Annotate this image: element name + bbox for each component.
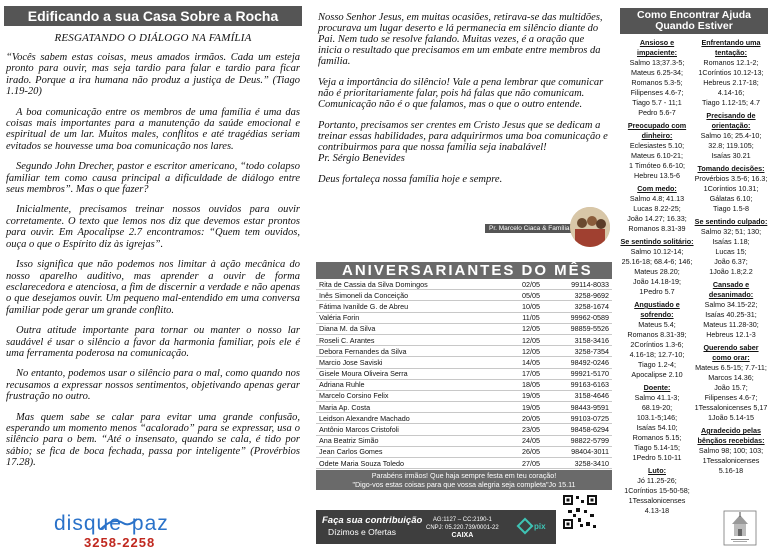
article-paragraph: A boa comunicação entre os membros de uma família é uma das coisas mais importantes para a manutenção da saúde emocional e espiritual de um lar. Muitos males, conflitos e até tragédias seriam evitados se houvesse uma boa comunicação nos lares. xyxy=(6,106,300,152)
article-paragraph: Veja a importância do silêncio! Vale a pena lembrar que comunicar não é prioritariamente falar, pois há falas que não comunicam. Comunicação não é o que falamos, mas o que o outro entende. xyxy=(318,77,604,110)
birthday-name: Fátima Ivanilde G. de Abreu xyxy=(316,301,512,312)
help-topic-heading: Enfrentando uma tentação: xyxy=(701,38,761,57)
help-topic-heading: Se sentindo culpado: xyxy=(694,217,768,226)
birthday-row xyxy=(316,424,612,435)
birthday-row xyxy=(316,323,612,334)
birthday-name: Antônio Marcos Cristofoli xyxy=(316,424,512,435)
birthday-phone: 98404-3011 xyxy=(550,446,612,457)
birthday-name: Valéria Forin xyxy=(316,312,512,323)
bible-reference: 1Tessalonicenses 5,17 xyxy=(694,403,768,412)
bible-reference: Lucas 8.22-25; xyxy=(633,204,681,213)
birthday-row xyxy=(316,334,612,345)
bible-reference: 4.14-16; xyxy=(717,88,745,97)
birthday-phone: 3258-1674 xyxy=(550,301,612,312)
pix-icon xyxy=(516,517,534,535)
bible-reference: João 6.37; xyxy=(714,257,748,266)
left-column xyxy=(0,0,306,550)
bible-reference: Salmo 98; 100; 103; xyxy=(698,446,764,455)
help-topic-heading: Doente: xyxy=(643,383,671,392)
pastor-photo xyxy=(485,207,610,247)
bible-reference: 1Pedro 5.10-11 xyxy=(632,453,682,462)
bible-reference: Salmo 13;37.3-5; xyxy=(629,58,685,67)
bible-reference: Salmo 4.8; 41.13 xyxy=(629,194,685,203)
birthday-date: 20/05 xyxy=(512,413,550,424)
logo-brand-right: paz xyxy=(131,512,169,535)
birthday-name: Jean Carlos Gomes xyxy=(316,446,512,457)
bible-reference: Romanos 8.31-39 xyxy=(628,224,686,233)
birthday-date: 26/05 xyxy=(512,446,550,457)
bible-reference: Isaías 40.25-31; xyxy=(705,310,757,319)
birthday-row xyxy=(316,379,612,390)
bible-reference: Isaías 1.18; xyxy=(712,237,750,246)
article-paragraph: No entanto, podemos usar o silêncio para o mal, como quando nos recusamos a expressar nossos sentimentos, objetivando apenas gerar frustração no outro. xyxy=(6,368,300,403)
bible-reference: Filipenses 4.6-7; xyxy=(630,88,684,97)
bible-reference: Pedro 5.6-7 xyxy=(638,108,676,117)
bible-reference: 1Coríntios 15-50-58; xyxy=(624,486,690,495)
birthday-name: Diana M. da Silva xyxy=(316,323,512,334)
help-guide-column-1 xyxy=(620,38,694,516)
pix-label: pix xyxy=(534,522,546,531)
bible-reference: Eclesiastes 5.10; xyxy=(629,141,685,150)
help-topic-heading: Com medo: xyxy=(637,184,677,193)
bible-reference: Tiago 5.7 - 11;1 xyxy=(632,98,682,107)
birthday-date: 19/05 xyxy=(512,402,550,413)
bible-reference: João 14.27; 16.33; xyxy=(627,214,687,223)
help-topic-heading: Se sentindo solitário: xyxy=(620,237,694,246)
article-title: Edificando a sua Casa Sobre a Rocha xyxy=(4,6,302,26)
bible-reference: Romanos 12.1-2; xyxy=(703,58,759,67)
bible-reference: 4.16-18; 12.7-10; xyxy=(629,350,685,359)
bible-reference: Romanos 5.3-5; xyxy=(631,78,683,87)
bible-reference: Mateus 28.20; xyxy=(634,267,680,276)
donation-subtitle: Dízimos e Ofertas xyxy=(328,527,397,537)
bible-reference: Tiago 5.14-15; xyxy=(633,443,681,452)
bible-reference: 1 Timóteo 6.6-10; xyxy=(629,161,685,170)
birthday-row xyxy=(316,346,612,357)
article-paragraph: Mas quem sabe se calar para evitar uma grande confusão, esperando um momento menos “acalorado” para se expressar, usa o silêncio para o bem. “Até o insensato, quando se cala, é tido por sábio; se fica de boca fechada, passa por inteligente” (Provérbios 17.28). xyxy=(6,411,300,469)
birthday-phone: 99103-0725 xyxy=(550,413,612,424)
birthdays-footer-line1: Parabéns irmãos! Que haja sempre festa em teu coração! xyxy=(371,471,557,481)
article-paragraph: Isso significa que não podemos nos limitar à ação mecânica do nosso aparelho auditivo, mas aprender a ouvir de forma esclarecedora e atenciosa, a fim de discernir a verdade e não apenas o que desejamos ouvir. Um pequeno mal-entendido em uma conversa familiar pode gerar um grande conflito. xyxy=(6,259,300,316)
logo-phone: 3258-2258 xyxy=(84,535,156,550)
birthday-date: 27/05 xyxy=(512,458,550,469)
birthday-row xyxy=(316,301,612,312)
birthday-date: 24/05 xyxy=(512,435,550,446)
logo-brand-left: disque xyxy=(54,512,122,535)
closing-line: Deus fortaleça nossa família hoje e sempre. xyxy=(318,174,503,185)
birthday-row xyxy=(316,290,612,301)
birthday-phone: 98859-5526 xyxy=(550,323,612,334)
birthday-date: 05/05 xyxy=(512,290,550,301)
birthday-row xyxy=(316,446,612,457)
help-guide-title-line2: Quando Estiver xyxy=(655,20,733,32)
help-topic-heading: Cansado e desanimado: xyxy=(708,280,754,299)
bible-reference: Filipenses 4.6-7; xyxy=(704,393,758,402)
right-column xyxy=(620,0,768,550)
birthday-name: Ana Beatriz Simão xyxy=(316,435,512,446)
dove-icon xyxy=(99,515,139,533)
birthday-date: 12/05 xyxy=(512,323,550,334)
birthday-row xyxy=(316,390,612,401)
bible-reference: Tiago 1.12-15; 4.7 xyxy=(701,98,761,107)
bible-reference: Mateus 11.28-30; xyxy=(703,320,759,329)
birthday-phone: 98822-5799 xyxy=(550,435,612,446)
bible-reference: 1Coríntios 10.12-13; xyxy=(698,68,764,77)
bible-reference: Apocalipse 2.10 xyxy=(631,370,683,379)
birthday-phone: 3258-9692 xyxy=(550,290,612,301)
birthdays-heading: ANIVERSARIANTES DO MÊS xyxy=(316,262,612,279)
help-guide-title xyxy=(620,8,768,34)
bible-reference: 2Coríntios 1.3-6; xyxy=(630,340,684,349)
qr-code-icon xyxy=(562,494,598,530)
birthday-row xyxy=(316,312,612,323)
birthday-date: 12/05 xyxy=(512,334,550,345)
help-topic-heading: Ansioso e impaciente: xyxy=(637,38,677,57)
birthday-date: 10/05 xyxy=(512,301,550,312)
bible-reference: Isaías 54.10; xyxy=(636,423,678,432)
bible-reference: Mateus 6.25-34; xyxy=(631,68,683,77)
disque-paz-logo xyxy=(44,513,244,550)
birthday-row xyxy=(316,402,612,413)
middle-column xyxy=(314,0,612,550)
birthday-row xyxy=(316,458,612,469)
birthday-phone: 99163-6163 xyxy=(550,379,612,390)
bible-reference: Romanos 5.15; xyxy=(632,433,682,442)
bible-reference: 5.16-18 xyxy=(718,466,744,475)
bible-reference: Jó 11.25-26; xyxy=(637,476,677,485)
bible-reference: Tiago 1.2-4; xyxy=(637,360,677,369)
bible-reference: Marcos 14.36; xyxy=(708,373,754,382)
birthday-name: Inês Simoneli da Conceição xyxy=(316,290,512,301)
birthday-phone: 99962-0589 xyxy=(550,312,612,323)
birthday-name: Maria Ap. Costa xyxy=(316,402,512,413)
bible-reference: 1Tessalonicenses xyxy=(702,456,760,465)
photo-caption: Pr. Marcelo Ciaca & Família xyxy=(485,224,574,233)
bible-reference: 1João 1.8;2.2 xyxy=(709,267,753,276)
article-paragraph: Nosso Senhor Jesus, em muitas ocasiões, retirava-se das multidões, procurava um lugar deserto e lá permanecia em silêncio diante do Pai. Nem tudo se resolve falando. Muitas vezes, é a oração que inicia o resultado que precisamos em um embate entre membros da família. xyxy=(318,12,603,67)
article-paragraph: Portanto, precisamos ser crentes em Cristo Jesus que se dedicam a treinar essas habilidades, para adquirirmos uma boa comunicação e contribuirmos para que nossa família seja inabalável! xyxy=(318,120,608,153)
birthday-phone: 99114-8033 xyxy=(550,279,612,290)
bible-reference: Salmo 32; 51; 130; xyxy=(700,227,762,236)
birthdays-table xyxy=(316,279,612,469)
bible-reference: 1Tessalonicenses xyxy=(628,496,686,505)
bible-reference: 1João 5.14-15 xyxy=(708,413,754,422)
birthday-name: Roseli C. Arantes xyxy=(316,334,512,345)
article-paragraph: Outra atitude importante para tornar ou manter o nosso lar saudável é usar o silêncio a favor da harmonia familiar, pois ele é uma ferramenta poderosa na comunicação. xyxy=(6,325,300,359)
article-paragraph: Segundo John Drecher, pastor e escritor americano, “todo colapso familiar tem como causa principal a dificuldade de diálogo entre seus membros”. Mas o que fazer? xyxy=(6,161,300,196)
family-photo-icon xyxy=(570,207,610,247)
article-subtitle: RESGATANDO O DIÁLOGO NA FAMÍLIA xyxy=(54,32,252,44)
help-guide-title-line1: Como Encontrar Ajuda xyxy=(637,9,751,21)
birthday-phone: 3258-3410 xyxy=(550,458,612,469)
birthday-phone: 99921-5170 xyxy=(550,368,612,379)
bible-reference: Salmo 41.1-3; xyxy=(634,393,680,402)
help-topic-heading: Precisando de orientação: xyxy=(706,111,756,130)
bible-reference: Salmo 16; 25.4-10; xyxy=(700,131,762,140)
birthday-date: 02/05 xyxy=(512,279,550,290)
help-topic-heading: Tomando decisões: xyxy=(697,164,765,173)
birthday-name: Odete Maria Souza Toledo xyxy=(316,458,512,469)
birthday-date: 19/05 xyxy=(512,390,550,401)
bible-reference: João 14.18-19; xyxy=(633,277,681,286)
donation-title: Faça sua contribuição xyxy=(322,515,423,526)
birthdays-section xyxy=(316,262,612,490)
help-guide-column-2 xyxy=(694,38,768,476)
birthday-name: Adriana Ruhle xyxy=(316,379,512,390)
help-topic-heading: Luto: xyxy=(648,466,666,475)
bank-cnpj: CNPJ: 05.220.739/0001-22 xyxy=(426,525,499,531)
bible-reference: Romanos 8.31-39; xyxy=(627,330,687,339)
bible-reference: Salmo 10.12-14; xyxy=(630,247,684,256)
help-topic-heading: Agradecido pelas bênçãos recebidas: xyxy=(697,426,765,445)
birthday-date: 14/05 xyxy=(512,357,550,368)
birthday-date: 17/05 xyxy=(512,368,550,379)
birthday-name: Marcelo Corsino Felix xyxy=(316,390,512,401)
birthday-phone: 3158-3416 xyxy=(550,334,612,345)
bank-name: CAIXA xyxy=(451,532,474,539)
article-paragraph: “Vocês sabem estas coisas, meus amados irmãos. Cada um esteja pronto para ouvir, mas seja tardio para falar e tardio para ficar irado. Porque a ira humana não produz a justiça de Deus.” (Tiago 1.19-20) xyxy=(6,52,300,98)
birthday-name: Marcio Jose Saviski xyxy=(316,357,512,368)
bible-reference: 1Pedro 5.7 xyxy=(639,287,675,296)
bible-reference: Gálatas 6.10; xyxy=(709,194,753,203)
bible-reference: 25.16-18; 68.4-6; 146; xyxy=(621,257,693,266)
birthday-row xyxy=(316,368,612,379)
help-topic-heading: Querendo saber como orar: xyxy=(703,343,759,362)
bible-reference: Mateus 6.10-21; xyxy=(631,151,683,160)
birthdays-footer xyxy=(316,470,612,490)
birthday-name: Debora Fernandes da Silva xyxy=(316,346,512,357)
birthday-name: Rita de Cassia da Silva Domingos xyxy=(316,279,512,290)
birthdays-footer-line2: "Digo-vos estas coisas para que vossa alegria seja completa"Jo 15.11 xyxy=(352,480,576,490)
birthday-phone: 98458-6294 xyxy=(550,424,612,435)
birthday-date: 18/05 xyxy=(512,379,550,390)
bible-reference: 103.1-5;146; xyxy=(636,413,678,422)
birthday-phone: 98443-9591 xyxy=(550,402,612,413)
bible-reference: Tiago 1.5-8 xyxy=(712,204,750,213)
bible-reference: Salmo 34.15-22; xyxy=(704,300,758,309)
help-topic-heading: Preocupado com dinheiro: xyxy=(627,121,687,140)
birthday-date: 23/05 xyxy=(512,424,550,435)
bible-reference: 1Coríntios 10.31; xyxy=(703,184,759,193)
help-topic-heading: Angustiado e sofrendo: xyxy=(634,300,680,319)
birthday-phone: 3258-7354 xyxy=(550,346,612,357)
birthday-name: Gisele Moura Oliveira Serra xyxy=(316,368,512,379)
birthday-date: 12/05 xyxy=(512,346,550,357)
bible-reference: Hebreus 2.17-18; xyxy=(703,78,759,87)
birthday-row xyxy=(316,435,612,446)
birthday-row xyxy=(316,279,612,290)
bible-reference: Provérbios 3.5-6; 16.3; xyxy=(694,174,768,183)
birthday-row xyxy=(316,357,612,368)
signature: Pr. Sérgio Benevides xyxy=(318,153,405,164)
church-logo-icon xyxy=(723,510,757,546)
birthday-row xyxy=(316,413,612,424)
birthday-phone: 98492-0246 xyxy=(550,357,612,368)
bible-reference: Mateus 6.5-15; 7.7-11; xyxy=(695,363,767,372)
bible-reference: 32.8; 119.105; xyxy=(708,141,754,150)
birthday-phone: 3158-4646 xyxy=(550,390,612,401)
birthday-name: Leidson Alexandre Machado xyxy=(316,413,512,424)
bank-account: AG:1127 – CC:2190-1 xyxy=(432,517,492,523)
bible-reference: Mateus 5.4; xyxy=(638,320,676,329)
article-paragraph: Inicialmente, precisamos treinar nossos ouvidos para ouvir corretamente. O texto que lemos nos diz que devemos estar prontos para ouvir. Em Apocalipse 2.7 encontramos: “Quem tem ouvidos, ouça o que o Espírito diz às igrejas”. xyxy=(6,204,300,250)
bank-info xyxy=(426,516,499,540)
bible-reference: Hebreu 13.5-6 xyxy=(634,171,680,180)
birthday-date: 11/05 xyxy=(512,312,550,323)
bible-reference: Isaías 30.21 xyxy=(711,151,751,160)
donation-banner xyxy=(316,510,556,544)
bible-reference: João 15.7; xyxy=(714,383,748,392)
bible-reference: 68.19-20; xyxy=(641,403,673,412)
bible-reference: 4.13-18 xyxy=(644,506,670,515)
bible-reference: Hebreus 12.1-3 xyxy=(706,330,756,339)
bible-reference: Lucas 15; xyxy=(715,247,747,256)
